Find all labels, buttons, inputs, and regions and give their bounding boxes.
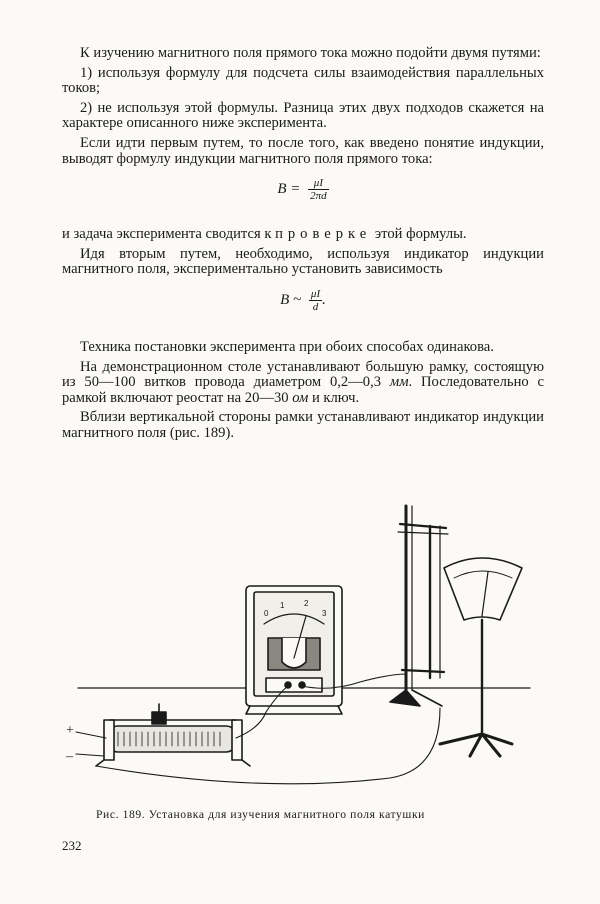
task-spaced-word: проверке: [275, 226, 372, 243]
unit-ohm: ом: [292, 389, 309, 406]
unit-mm: мм: [389, 374, 409, 391]
formula-denominator: 2πd: [310, 190, 327, 203]
formula-induction: [62, 177, 544, 217]
task-text-before: и задача эксперимента сводится к: [62, 226, 276, 243]
paragraph-first-way: Если идти первым путем, то после того, как введено понятие индукции, выводят формулу индукции магнитного поля прямого тока:: [62, 134, 544, 167]
setup-text-a: На демонстрационном столе устанавливают большую рамку, состоящую из 50—100 витков провода диаметром 0,2—0,3: [62, 358, 544, 391]
paragraph-second-way: Идя вторым путем, необходимо, используя индикатор индукции магнитного поля, экспериментально установить зависимость: [62, 245, 544, 278]
paragraph-intro: К изучению магнитного поля прямого тока можно подойти двумя путями:: [80, 45, 541, 61]
formula-fraction: [308, 177, 329, 202]
paragraph-setup: [62, 360, 544, 407]
paragraph-indicator: Вблизи вертикальной стороны рамки устанавливают индикатор индукции магнитного поля (рис. 189).: [62, 409, 544, 441]
formula-lhs: B =: [277, 181, 301, 198]
scale-label-3: 3: [322, 609, 327, 618]
galvanometer: [246, 586, 342, 714]
scale-label-1: 1: [280, 601, 285, 610]
formula-numerator: μI: [308, 177, 329, 190]
rheostat: [96, 704, 250, 766]
formula-proportional: [62, 288, 544, 328]
paragraph-technique: Техника постановки эксперимента при обоих способах одинакова.: [80, 338, 494, 355]
figure-caption: Рис. 189. Установка для изучения магнитного поля катушки: [96, 808, 425, 821]
page-number: 232: [62, 838, 82, 853]
scale-label-2: 2: [304, 599, 309, 608]
formula2-numerator: μI: [310, 287, 321, 300]
paragraph-way-1: 1) используя формулу для подсчета силы взаимодействия параллельных токов;: [62, 64, 544, 97]
setup-text-b: . Последовательно с рамкой включают реостат на 20—30: [62, 374, 544, 406]
formula2-denominator: d: [312, 300, 319, 313]
scale-label-0: 0: [264, 609, 269, 618]
formula2-fraction: [309, 288, 322, 313]
setup-text-c: и ключ.: [308, 389, 360, 406]
formula2-lhs: B ~: [280, 291, 302, 308]
minus-sign: –: [66, 749, 73, 764]
body-text: [62, 46, 544, 446]
formula2-end: .: [322, 291, 326, 308]
apparatus-figure: [60, 498, 540, 798]
field-indicator: [440, 558, 522, 756]
coil-frame: [390, 506, 448, 706]
paragraph-task: [62, 227, 544, 243]
plus-sign: +: [66, 723, 74, 738]
paragraph-way-2: 2) не используя этой формулы. Разница этих двух подходов скажется на характере описанного ниже эксперимента.: [62, 99, 544, 132]
task-text-after: этой формулы.: [371, 226, 467, 243]
